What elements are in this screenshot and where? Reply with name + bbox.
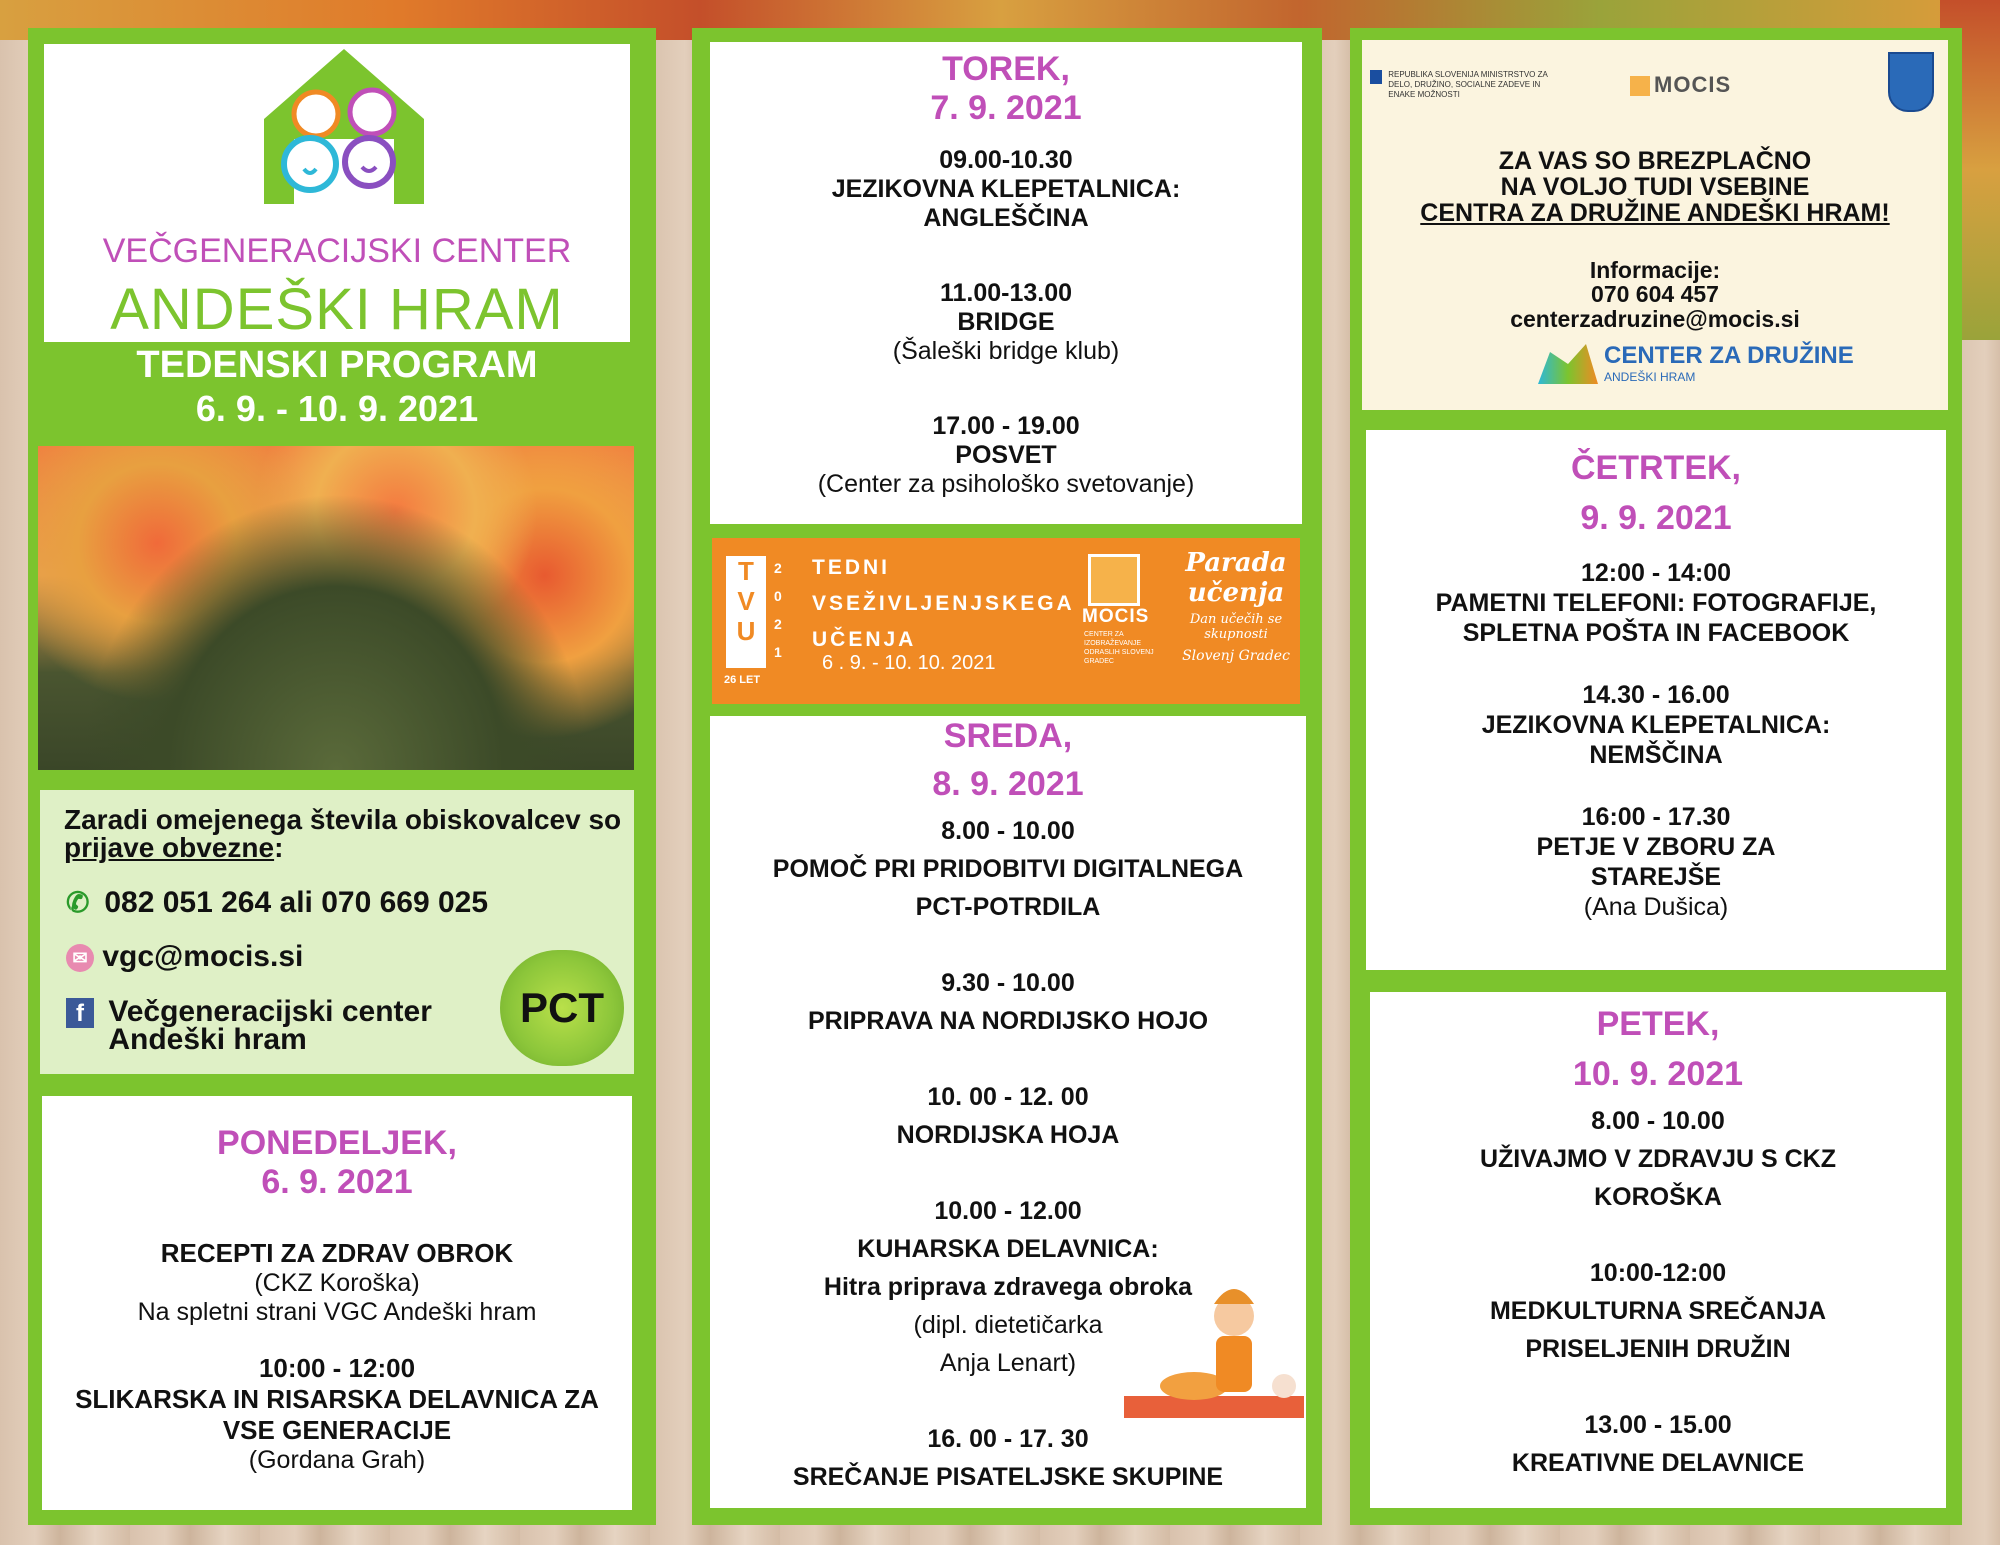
org-name-line2: ANDEŠKI HRAM (110, 277, 564, 342)
family-center-phone[interactable]: 070 604 457 (1591, 281, 1719, 307)
monday-panel (42, 1096, 632, 1510)
wednesday-event1-title1: POMOČ PRI PRIDOBITVI DIGITALNEGA (772, 855, 1244, 883)
tvu-title-line3: UČENJA (812, 628, 917, 651)
thursday-event3-title1: PETJE V ZBORU ZA (1536, 833, 1776, 861)
org-name-line1: VEČGENERACIJSKI CENTER (102, 232, 572, 270)
family-center-text2: NA VOLJO TUDI VSEBINE (1500, 173, 1810, 201)
tvu-title-line1: TEDNI (812, 556, 890, 579)
friday-event3-time: 13.00 - 15.00 (1584, 1411, 1732, 1439)
thursday-event2-time: 14.30 - 16.00 (1582, 681, 1730, 709)
facebook-link-line2[interactable]: Andeški hram (108, 1023, 307, 1056)
email-address[interactable]: vgc@mocis.si (102, 940, 304, 973)
tvu-logo-text: TVU (731, 556, 761, 646)
wednesday-event1-time: 8.00 - 10.00 (941, 817, 1075, 845)
tvu-banner (712, 538, 1300, 704)
friday-event3-title: KREATIVNE DELAVNICE (1511, 1449, 1805, 1477)
phone-row (66, 886, 488, 920)
thursday-event1-title1: PAMETNI TELEFONI: FOTOGRAFIJE, (1435, 589, 1877, 617)
registration-notice (64, 806, 624, 862)
email-icon: ✉ (66, 944, 94, 972)
friday-panel (1370, 992, 1946, 1508)
tvu-title-line2: VSEŽIVLJENJSKEGA (812, 592, 1075, 615)
center-za-druzine-logo-line2: ANDEŠKI HRAM (1604, 370, 1696, 384)
autumn-leaves-photo (38, 446, 634, 770)
registration-notice-colon: : (274, 832, 284, 863)
thursday-panel (1366, 430, 1946, 970)
ministry-text: REPUBLIKA SLOVENIJA MINISTRSTVO ZA DELO, DRUŽINO, SOCIALNE ZADEVE IN ENAKE MOŽNOSTI (1388, 70, 1548, 99)
tuesday-event2-note: (Šaleški bridge klub) (892, 337, 1120, 365)
facebook-icon: f (66, 998, 94, 1028)
mocis-small-icon (1630, 76, 1650, 96)
wednesday-date: 8. 9. 2021 (932, 765, 1084, 803)
thursday-event3-title2: STAREJŠE (1590, 863, 1722, 891)
center-za-druzine-icon (1538, 344, 1598, 384)
town-coat-of-arms-icon (1888, 52, 1934, 112)
wednesday-day: SREDA, (943, 717, 1073, 755)
tuesday-event1-title1: JEZIKOVNA KLEPETALNICA: (831, 175, 1181, 203)
tuesday-event3-time: 17.00 - 19.00 (932, 412, 1080, 440)
facebook-link-line1[interactable]: Večgeneracijski center (108, 995, 432, 1028)
friday-event1-title2: KOROŠKA (1594, 1183, 1722, 1211)
tvu-dates: 6 . 9. - 10. 10. 2021 (822, 652, 996, 674)
wednesday-event1-title2: PCT-POTRDILA (915, 893, 1101, 921)
mocis-logo-icon (1088, 554, 1140, 606)
wednesday-event4-title2: Hitra priprava zdravega obroka (823, 1273, 1193, 1301)
parada-ucenja-logo (1178, 548, 1294, 664)
wednesday-event5-title: SREČANJE PISATELJSKE SKUPINE (792, 1463, 1224, 1491)
house-logo-icon (254, 44, 434, 214)
program-dates: 6. 9. - 10. 9. 2021 (195, 388, 479, 429)
friday-event2-time: 10:00-12:00 (1589, 1259, 1727, 1287)
logo-panel (44, 44, 630, 342)
monday-day: PONEDELJEK, (217, 1124, 457, 1162)
thursday-date: 9. 9. 2021 (1580, 499, 1732, 537)
tvu-year-digit: 1 (774, 644, 782, 660)
family-center-panel (1362, 40, 1948, 410)
mocis-logo-text: MOCIS (1654, 72, 1732, 97)
monday-event2-title2: VSE GENERACIJE (222, 1415, 452, 1445)
parada-line3: Dan učečih se skupnosti (1189, 612, 1283, 642)
friday-event1-time: 8.00 - 10.00 (1591, 1107, 1725, 1135)
family-center-text1: ZA VAS SO BREZPLAČNO (1498, 147, 1812, 175)
monday-event2-time: 10:00 - 12:00 (258, 1353, 416, 1383)
monday-event2-note: (Gordana Grah) (248, 1446, 426, 1474)
monday-event2-title1: SLIKARSKA IN RISARSKA DELAVNICA ZA (75, 1384, 599, 1414)
friday-date: 10. 9. 2021 (1572, 1055, 1744, 1093)
monday-event1-title: RECEPTI ZA ZDRAV OBROK (160, 1238, 514, 1268)
parada-line1: Parada (1185, 548, 1287, 578)
slovenia-coat-icon (1370, 70, 1382, 84)
thursday-event3-note: (Ana Dušica) (1583, 893, 1729, 921)
pct-badge-label: PCT (520, 984, 604, 1031)
registration-notice-text: Zaradi omejenega števila obiskovalcev so (64, 804, 622, 835)
wednesday-event4-time: 10.00 - 12.00 (934, 1197, 1082, 1225)
tvu-year-digit: 2 (774, 560, 782, 576)
mocis-label: MOCIS (1082, 606, 1150, 627)
friday-day: PETEK, (1596, 1005, 1720, 1043)
facebook-row (66, 995, 432, 1056)
center-za-druzine-logo (1538, 340, 1854, 390)
thursday-event1-time: 12:00 - 14:00 (1580, 559, 1732, 587)
mocis-subtitle: CENTER ZA IZOBRAŽEVANJE ODRASLIH SLOVENJ GRADEC (1084, 631, 1154, 665)
wednesday-event2-title: PRIPRAVA NA NORDIJSKO HOJO (807, 1007, 1209, 1035)
tvu-title (812, 550, 1075, 658)
tvu-year-digit: 0 (774, 588, 782, 604)
tvu-anniversary: 26 LET (724, 674, 761, 686)
wednesday-event4-note1: (dipl. dietetičarka (913, 1311, 1103, 1339)
phone-numbers[interactable]: 082 051 264 ali 070 669 025 (104, 886, 489, 919)
wednesday-event4-title1: KUHARSKA DELAVNICA: (857, 1235, 1159, 1263)
family-center-text3: CENTRA ZA DRUŽINE ANDEŠKI HRAM! (1420, 199, 1890, 227)
family-center-email[interactable]: centerzadruzine@mocis.si (1510, 306, 1800, 332)
ministry-logo (1370, 70, 1580, 100)
thursday-event1-title2: SPLETNA POŠTA IN FACEBOOK (1462, 619, 1850, 647)
tuesday-day: TOREK, (942, 50, 1070, 88)
tuesday-date: 7. 9. 2021 (930, 89, 1082, 127)
phone-icon: ✆ (66, 887, 90, 918)
tvu-year-digit: 2 (774, 616, 782, 632)
thursday-event2-title2: NEMŠČINA (1589, 741, 1723, 769)
registration-required-link[interactable]: prijave obvezne (64, 832, 275, 863)
tuesday-event1-title2: ANGLEŠČINA (923, 204, 1089, 232)
parada-line2: učenja (1187, 578, 1285, 608)
monday-event1-note1: (CKZ Koroška) (254, 1269, 420, 1297)
tuesday-event2-title: BRIDGE (957, 308, 1055, 336)
parada-line4: Slovenj Gradec (1182, 648, 1290, 664)
tuesday-event2-time: 11.00-13.00 (939, 279, 1073, 307)
tuesday-panel (710, 42, 1302, 524)
friday-event1-title1: UŽIVAJMO V ZDRAVJU S CKZ (1479, 1145, 1837, 1173)
center-za-druzine-logo-line1: CENTER ZA DRUŽINE (1604, 342, 1854, 369)
wednesday-event5-time: 16. 00 - 17. 30 (927, 1425, 1089, 1453)
tvu-year (774, 554, 782, 666)
wednesday-event2-time: 9.30 - 10.00 (941, 969, 1075, 997)
friday-event2-title2: PRISELJENIH DRUŽIN (1525, 1335, 1791, 1363)
wednesday-event3-title: NORDIJSKA HOJA (896, 1121, 1120, 1149)
monday-date: 6. 9. 2021 (261, 1163, 413, 1201)
tvu-logo (726, 556, 766, 668)
tuesday-event1-time: 09.00-10.30 (939, 146, 1073, 174)
thursday-event3-time: 16:00 - 17.30 (1581, 803, 1731, 831)
family-center-info-label: Informacije: (1589, 257, 1721, 283)
thursday-day: ČETRTEK, (1571, 449, 1741, 487)
email-row (66, 940, 303, 974)
cook-illustration-icon (1124, 1276, 1324, 1426)
pct-badge (500, 950, 624, 1066)
mocis-logo (1630, 72, 1731, 98)
tuesday-event3-note: (Center za psihološko svetovanje) (817, 470, 1195, 498)
wednesday-event4-note2: Anja Lenart) (939, 1349, 1077, 1377)
tuesday-event3-title: POSVET (955, 441, 1057, 469)
program-title: TEDENSKI PROGRAM (136, 344, 538, 386)
monday-event1-note2: Na spletni strani VGC Andeški hram (137, 1298, 537, 1326)
wednesday-event3-time: 10. 00 - 12. 00 (927, 1083, 1089, 1111)
thursday-event2-title1: JEZIKOVNA KLEPETALNICA: (1481, 711, 1831, 739)
friday-event2-title1: MEDKULTURNA SREČANJA (1489, 1297, 1827, 1325)
